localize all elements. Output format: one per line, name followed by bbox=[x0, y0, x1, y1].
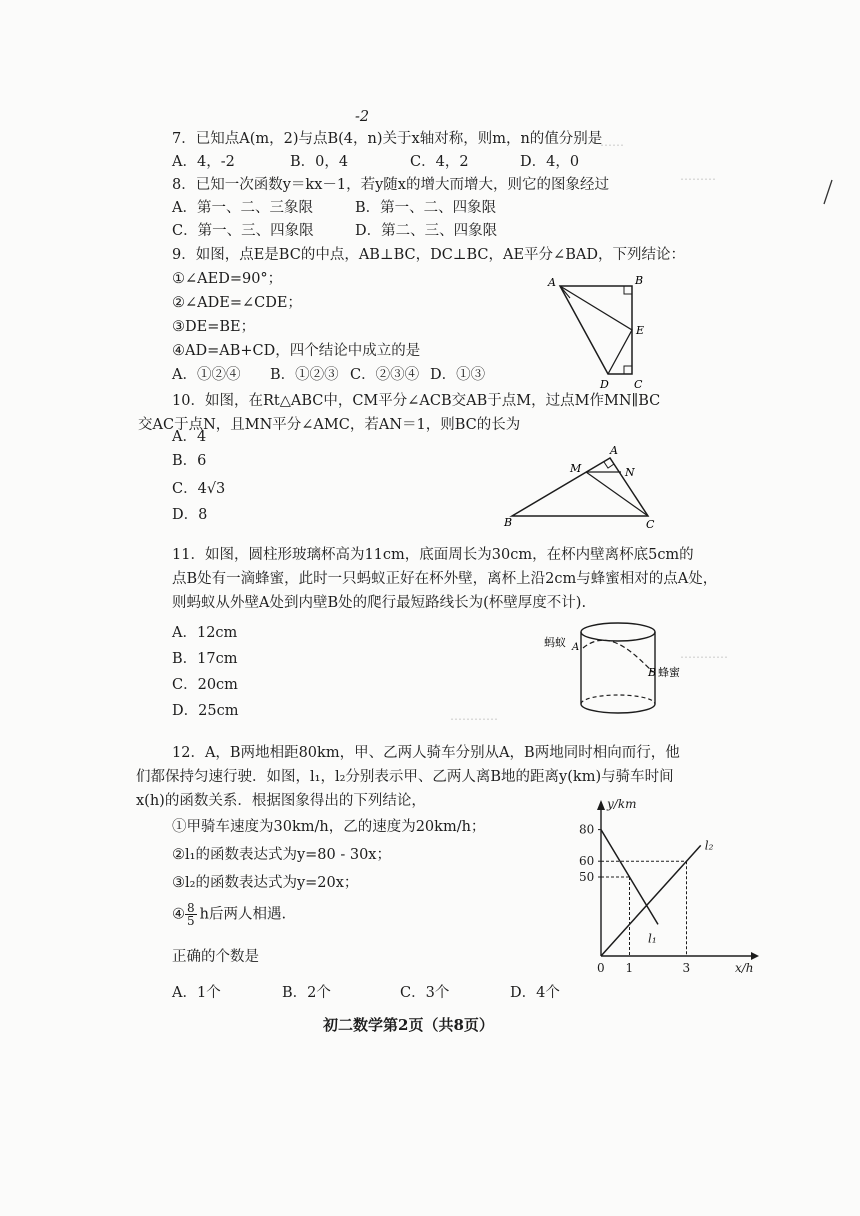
q12-statement-4-text: h后两人相遇. bbox=[199, 906, 287, 923]
q9-label-a: A bbox=[548, 276, 556, 289]
q8-option-d: D．第二、三、四象限 bbox=[355, 223, 498, 239]
q12-statement-1: ①甲骑车速度为30km/h，乙的速度为20km/h； bbox=[172, 819, 486, 835]
q10-option-a: A．4 bbox=[172, 429, 207, 445]
q12-stem-line-3: x(h)的函数关系．根据图象得出的下列结论， bbox=[136, 793, 426, 809]
q7-option-d: D．4，0 bbox=[520, 154, 580, 170]
q11-option-c: C．20cm bbox=[172, 677, 238, 693]
q9-label-c: C bbox=[634, 378, 643, 391]
q12-option-d: D．4个 bbox=[510, 985, 560, 1001]
q12-stem-line-2: 们都保持匀速行驶．如图，l₁，l₂分别表示甲、乙两人离B地的距离y(km)与骑车时间 bbox=[136, 769, 674, 785]
q9-option-c: C．②③④ bbox=[350, 367, 420, 383]
q9-label-d: D bbox=[600, 378, 609, 391]
q11-stem-line-1: 11．如图，圆柱形玻璃杯高为11cm，底面周长为30cm，在杯内壁离杯底5cm的 bbox=[172, 547, 694, 563]
y-axis-arrow bbox=[597, 800, 605, 810]
y-tick-label-60: 60 bbox=[579, 854, 595, 869]
q9-label-b: B bbox=[635, 274, 644, 287]
q12-distance-time-chart bbox=[565, 792, 765, 982]
q9-stem: 9．如图，点E是BC的中点，AB⊥BC，DC⊥BC，AE平分∠BAD，下列结论： bbox=[172, 247, 685, 263]
q12-option-b: B．2个 bbox=[282, 985, 331, 1001]
pencil-stroke bbox=[820, 176, 840, 206]
q9-statement-4: ④AD=AB+CD，四个结论中成立的是 bbox=[172, 343, 421, 359]
q9-statement-1: ①∠AED=90°； bbox=[172, 271, 283, 287]
q9-option-a: A．①②④ bbox=[172, 367, 241, 383]
x-tick-label-3: 3 bbox=[682, 961, 691, 975]
q8-stem: 8．已知一次函数y＝kx－1，若y随x的增大而增大，则它的图象经过 bbox=[172, 177, 609, 193]
q11-option-d: D．25cm bbox=[172, 703, 239, 719]
q8-option-b: B．第一、二、四象限 bbox=[355, 200, 497, 216]
series-l1-line bbox=[601, 830, 658, 925]
q12-statement-2: ②l₁的函数表达式为y=80 - 30x； bbox=[172, 847, 391, 863]
q12-fraction-numerator: 8 bbox=[187, 901, 195, 915]
bleed-through-mark: ⋯⋯⋯⋯ bbox=[450, 712, 498, 726]
x-axis-label: x/h bbox=[735, 961, 754, 975]
q7-option-a: A．4，-2 bbox=[172, 154, 235, 170]
page-footer: 初二数学第2页（共8页） bbox=[323, 1016, 494, 1034]
q10-label-c: C bbox=[646, 518, 655, 530]
x-tick-label-0: 0 bbox=[597, 961, 605, 975]
q11-stem-line-2: 点B处有一滴蜂蜜，此时一只蚂蚁正好在杯外壁，离杯上沿2cm与蜂蜜相对的点A处， bbox=[172, 571, 718, 587]
q11-cylinder-figure bbox=[540, 612, 690, 722]
bleed-through-mark: ⋯⋯⋯⋯ bbox=[680, 650, 728, 664]
q11-label-honey: 蜂蜜 bbox=[658, 666, 680, 679]
y-tick-label-80: 80 bbox=[579, 822, 595, 837]
q10-label-b: B bbox=[504, 516, 513, 529]
q8-option-a: A．第一、二、三象限 bbox=[172, 200, 313, 216]
q9-figure bbox=[540, 272, 650, 392]
q10-option-c: C．4√3 bbox=[172, 481, 226, 497]
q10-label-m: M bbox=[570, 462, 582, 475]
x-tick-label-1: 1 bbox=[625, 961, 634, 975]
q11-option-a: A．12cm bbox=[172, 625, 238, 641]
q9-option-d: D．①③ bbox=[430, 367, 486, 383]
handwritten-mark: -2 bbox=[355, 109, 370, 125]
q8-option-c: C．第一、三、四象限 bbox=[172, 223, 314, 239]
series-l1-label: l₁ bbox=[648, 931, 657, 946]
q12-fraction-denominator: 5 bbox=[187, 914, 195, 928]
q12-option-a: A．1个 bbox=[172, 985, 221, 1001]
y-axis-label: y/km bbox=[607, 797, 637, 811]
x-axis-arrow bbox=[751, 952, 759, 960]
q10-option-b: B．6 bbox=[172, 453, 207, 469]
q7-option-c: C．4，2 bbox=[410, 154, 469, 170]
q11-stem-line-3: 则蚂蚁从外壁A处到内壁B处的爬行最短路线长为(杯壁厚度不计). bbox=[172, 595, 587, 611]
q12-fraction bbox=[185, 902, 197, 927]
q10-figure bbox=[500, 440, 670, 530]
q12-stem-line-1: 12．A，B两地相距80km，甲、乙两人骑车分别从A，B两地同时相向而行，他 bbox=[172, 745, 680, 761]
q7-option-b: B．0，4 bbox=[290, 154, 349, 170]
q11-option-b: B．17cm bbox=[172, 651, 238, 667]
q10-label-a: A bbox=[610, 444, 618, 457]
q11-label-a: A bbox=[572, 642, 580, 653]
q9-statement-3: ③DE=BE； bbox=[172, 319, 256, 335]
series-l2-label: l₂ bbox=[704, 838, 714, 853]
q9-option-b: B．①②③ bbox=[270, 367, 339, 383]
q7-stem: 7．已知点A(m，2)与点B(4，n)关于x轴对称，则m，n的值分别是 bbox=[172, 131, 603, 147]
q10-stem-line-1: 10．如图，在Rt△ABC中，CM平分∠ACB交AB于点M，过点M作MN∥BC bbox=[172, 393, 661, 409]
bleed-through-mark: ⋯⋯⋯ bbox=[680, 172, 716, 186]
q11-label-b: B bbox=[648, 666, 657, 679]
q11-label-ant: 蚂蚁 bbox=[544, 636, 566, 649]
q9-statement-2: ②∠ADE=∠CDE； bbox=[172, 295, 302, 311]
bleed-through-mark: ⋯⋯ bbox=[600, 138, 624, 152]
q9-label-e: E bbox=[636, 324, 645, 337]
q12-count-prompt: 正确的个数是 bbox=[172, 949, 259, 965]
y-tick-label-50: 50 bbox=[579, 870, 595, 884]
q12-statement-4 bbox=[172, 902, 286, 927]
q10-option-d: D．8 bbox=[172, 507, 208, 523]
q12-option-c: C．3个 bbox=[400, 985, 450, 1001]
q10-stem-line-2: 交AC于点N，且MN平分∠AMC，若AN＝1，则BC的长为 bbox=[138, 417, 521, 433]
q12-statement-3: ③l₂的函数表达式为y=20x； bbox=[172, 875, 359, 891]
q12-statement-4-prefix: ④ bbox=[172, 906, 185, 923]
q10-label-n: N bbox=[625, 466, 635, 479]
